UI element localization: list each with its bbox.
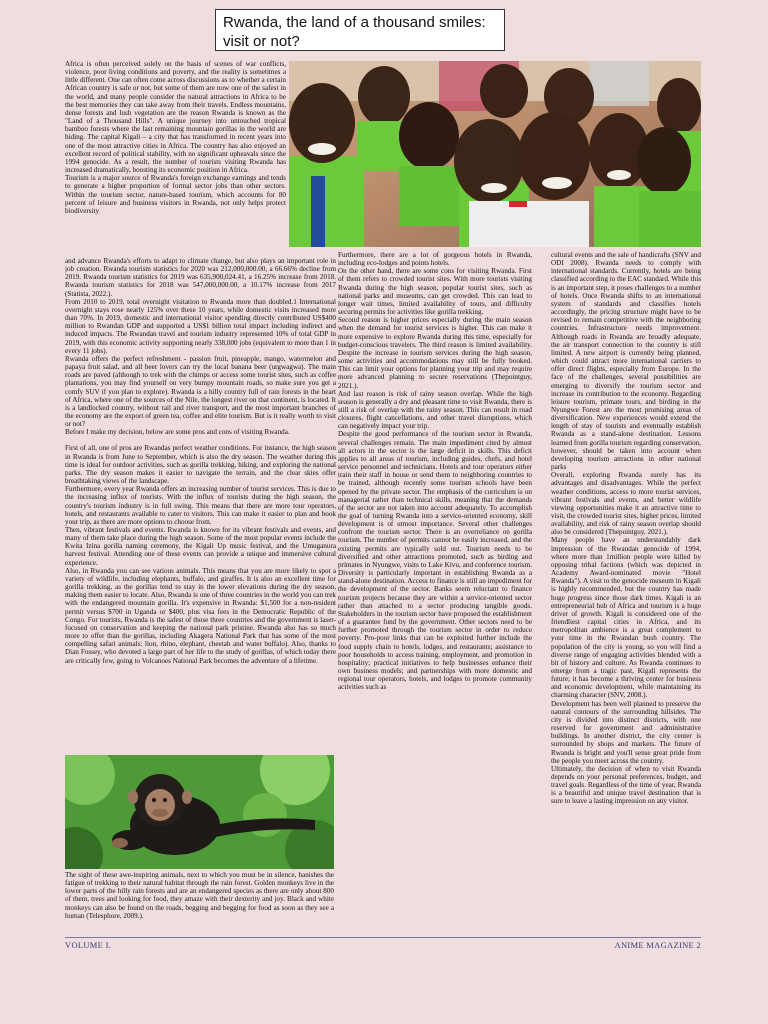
paragraph: First of all, one of pros are Rwandas perfect weather conditions. For instance, the high season in Rwanda is from June to September, which is also the dry season. The weather during this time is ideal for outdoor activities, such as gorilla trekking, hiking, and exploring the national parks. The dry season makes it easier to navigate the terrain, and the clear skies offer breathtaking views of the landscape. (65, 444, 336, 486)
chimpanzee-photo (65, 755, 334, 869)
right-column-text (551, 251, 701, 934)
paragraph-spacer (65, 436, 336, 444)
paragraph: Also, in Rwanda you can see various animals. This means that you are more likely to spot a variety of wildlife, including elephants, buffalo, and giraffes. It is also an excellent time for gorilla trekking, as the gorillas tend to stay in the lower elevations during the dry season, making them easier to locate. Also, Rwanda is one of three countries in the world you can trek with the endangered mountain gorilla. It's expensive in Rwanda: $1,500 for a non-resident permit versus $700 in Uganda or $400, plus visa fees in the Democratic Republic of the Congo. For tourists, Rwanda is the safest of those three countries and the government is laser-focused on conservation and keeping the national park pristine. Rwanda also has so much more to offer than the gorillas, including Akagera National Park that has some of the most compelling safari animals: lion, rhino, elephant, cheetah and water buffalo). Also, thanks to Dian Fossey, who devoted a large part of her life to the study of gorillas, of which today there are critically few, going to Volcanoes National Park becomes the adventure of a lifetime. (65, 566, 336, 665)
paragraph: The sight of these awe-inspiring animals, next to which you must be in silence, banishes the fatigue of trekking to their natural habitat through the rain forest. Golden monkeys live in the lower parts of the hilly rain forests and are an endangered species as there are only about 800 of them, trees and looking for food, they amaze with their dexterity and joy. Black and white monkeys can also be found on the roads, begging and begging for food as soon as they see a human (Telesphore, 2009.). (65, 871, 334, 920)
volume-label: VOLUME I. (65, 940, 112, 950)
paragraph: Second reason is higher prices especially during the main season when the demand for tourist services is higher. This can make it more expensive to explore Rwanda during this time, especially for budget-conscious travelers. The third reason is limited availability. Despite the increase in tourism services during the high season, some activities and accommodations may still be fully booked. This can limit your options for planning your trip and may require more advanced planning to secure reservations (Thepointguy, 2021.). (338, 316, 532, 390)
paragraph: Before I make my decision, below are some pros and cons of visiting Rwanda. (65, 428, 290, 437)
article-title: Rwanda, the land of a thousand smiles: visit or not? (215, 9, 505, 51)
intro-text-block (65, 60, 286, 256)
children-group-photo (289, 61, 701, 247)
page-footer (65, 937, 701, 950)
middle-column-text (338, 251, 532, 934)
children-photo-illustration (289, 61, 701, 247)
paragraph: On the other hand, there are some cons for visiting Rwanda. First of them refers to crowded tourist sites. With more tourists visiting Rwanda during the high season, popular tourist sites, such as national parks and museums, can get crowded. This can lead to longer wait times, limited availability of tours, and difficulty securing permits for activities like gorilla trekking. (338, 267, 532, 317)
paragraph: Many people have an understandably dark impression of the Rwandan genocide of 1994, where more than 1million people were killed by opposing tribal factions (which was depicted in Academy Award-nominated movie "Hotel Rwanda"). A visit to the genocide museum in Kigali is highly recommended, but the country has made huge progress since those dark times. Kigali is an entrepreneurial hub of Africa and tourism is a huge driver of growth. Kigali is considered one of the friendliest capital cities in Africa, and its metropolitan ambience is a great complement to your time in the Rwandan bush country. The population of the city is young, so you will find a diverse range of engaging activities blended with a bit of history and culture. As Rwanda continues to emerge from a tragic past, Kigali represents the future; it has become a thriving center for business and economic development, while maintaining its charming character (SNV, 2008.). (551, 536, 701, 700)
paragraph: Africa is often perceived solely on the basis of scenes of war conflicts, violence, poor living conditions and poverty, and the reality is sometimes a little different. One can often come across discussions as to whether a certain African country is safe or not, but some of them are now one of the safest in the world, and many people consider the natural attractions in Africa to be the best memories they can take away from their travels. Endless mountains, dense forests and lush vegetation are the reason Rwanda is known as the "Land of a Thousand Hills". A unique journey into untouched tropical bamboo forests where the last remaining mountain gorillas in the world are hiding. The capital Kigali – a city that has transformed in recent years into one of the most attractive cities in Africa. The country has also enjoyed an excellent record of political stability, with no significant upheavals since the 1994 genocide. As a result, the number of tourists visiting Rwanda has increased dramatically, boosting its economic position in Africa. (65, 60, 286, 175)
paragraph: From 2010 to 2019, total overnight visitation to Rwanda more than doubled.1 International overnight stays rose nearly 125% over these 10 years, while domestic visits increased more than 70%. In 2019, domestic and international visitor spending directly contributed US$400 million to Rwandan GDP and supported a US$1 billion total impact including indirect and induced impacts. The Rwandan travel and tourism industry represented 10% of total GDP in 2019, with this economic activity supporting nearly 338,000 jobs (equivalent to more than 1 in every 11 jobs). (65, 297, 336, 355)
paragraph: Despite the good performance of the tourism sector in Rwanda, several challenges remain. The main impediment cited by almost all actors in the sector is the large deficit in skills. This deficit applies to all areas of tourism, including guides, chefs, and hotel service personnel and technicians. Hotels and tour operators either train their staff in house or send them to neighboring countries to be trained, although recently some tourism schools have been opened by the private sector. The emphasis of the curriculum is on managerial rather than technical skills, meaning that the demands of the sector are not taken into account adequately. To accomplish the goal of turning Rwanda into a service-oriented economy, skill development is of utmost importance. Several other challenges confront the tourism sector. There is an overreliance on gorilla tourism. The number of permits cannot be easily increased, and the existing permits are typically sold out. Tourism needs to be diversified and other attractions promoted, such as birding and primates in Nyungwe, visits to Lake Kivu, and conference tourism. Diversity is particularly important in establishing Rwanda as a stand-alone destination. Access to finance is still an impediment for the development of the sector. Banks seem reluctant to finance tourism projects because they are within a service-oriented sector rather than attached to a sector producing tangible goods. Stakeholders in the tourism sector have proposed the establishment of a guarantee fund by the government. Other sectors need to be further promoted through the tourism sector in order to reduce poverty. Pro-poor links that can be exploited further include the food supply chain to hotels, lodges, and restaurants; assistance to poor households to access training, employment, and promotion in hospitality; practical initiatives to help businesses enhance their own business models; and partnerships with more domestic and regional tour operators, hotels, and lodges to promote community activities such as (338, 430, 532, 692)
left-column-text (65, 257, 336, 753)
paragraph: Furthermore, every year Rwanda offers an increasing number of tourist services. This is due to the increasing influx of tourists. With the influx of tourists during the high season, the country's tourism industry is in full swing. This means that there are more tour operators, hotels, and restaurants available to cater to visitors. This can make it easier to plan and book your trip, as there are more options to choose from. (65, 485, 336, 526)
paragraph: Then, vibrant festivals and events. Rwanda is known for its vibrant festivals and events, and many of them take place during the high season. Some of the most popular events include the Kwita Izina gorilla naming ceremony, the Kigali Up music festival, and the Umuganura harvest festival. Attending one of these events can provide a unique and immersive cultural experience. (65, 526, 336, 567)
paragraph: Tourism is a major source of Rwanda's foreign exchange earnings and tends to generate a higher proportion of formal sector jobs than other sectors. Within the tourism sector, nature-based tourism, which accounts for 80 percent of leisure and business visitors in Rwanda, not only helps protect biodiversity (65, 174, 286, 215)
paragraph: Furthermore, there are a lot of gorgeous hotels in Rwanda, including eco-lodges and points hotels. (338, 251, 532, 268)
paragraph: And last reason is risk of rainy season overlap. While the high season is generally a dry and pleasant time to visit Rwanda, there is still a risk of overlap with the rainy season. This can result in road closures, flight cancellations, and other travel disruptions, which can negatively impact your trip. (338, 389, 532, 431)
paragraph: and advance Rwanda's efforts to adapt to climate change, but also plays an important role in job creation. Rwanda tourism statistics for 2020 was 212,000,000.00, a 66.66% decline from 2019. Rwanda tourism statistics for 2019 was 635,900,024.41, a 16.25% increase from 2018. Rwanda tourism statistics for 2018 was 547,000,000.00, a 10.17% increase from 2017 (Statista, 2022.). (65, 257, 336, 298)
paragraph: Development has been well planned to preserve the natural contours of the surrounding hillsides. The city is divided into distinct districts, with one reserved for government and administrative buildings. In another district, the city center is surrounded by shops and markets. The future of Rwanda is bright and you'll sense great pride from the people you meet across the country. (551, 699, 701, 765)
paragraph: Rwanda offers the perfect refreshment - passion fruit, pineapple, mango, watermelon and papaya fruit salad, and all beer lovers can try the local banana beer (urgwagwa). The main roads are paved (although to trek with the chimps or access some tourist sites, such as coffee plantations, you may find yourself on very bumpy mountain roads, so make sure you get a comfy SUV if you plan to explore). Rwanda is a hilly country full of rain forests in the heart of Africa, where one of the sources of the Nile, the longest river on that continent, is located. It is a landlocked country, without rail and river transport, and the most important branches of the economy are the export of green tea, coffee and elite tourism. But is it really worth to visit or not? (65, 354, 336, 429)
bottom-left-text (65, 871, 334, 933)
paragraph: cultural events and the sale of handicrafts (SNV and ODI 2008). Rwanda needs to comply with international standards. Currently, hotels are being classified according to the EAC standard. While this is an important step, it poses challenges to a number of hotels. Once Rwanda shifts to an international system of standards and classifies hotels accordingly, the pricing structure might have to be revised to remain competitive with the neighboring countries. Infrastructure needs improvement. Although roads in Rwanda are broadly adequate, the air transport connection to the country is still limited. A new airport is currently being planned, which could attract more international carriers to offer direct flights, especially from Europe. In the face of the challenges, several possibilities are emerging to diversify the tourism sector and increase its contribution to the economy. Regarding leisure tourism, primate tours, and birding in the Nyungwe Forest are the most promising areas of diversification. New experiences would extend the length of stay of tourists and eventually establish Rwanda as a stand-alone destination. Lessons learned from gorilla tourism regarding conservation, however, should be taken into account when developing tourism attractions in other national parks (551, 251, 701, 472)
magazine-page-number: ANIME MAGAZINE 2 (614, 940, 701, 950)
paragraph: Overall, exploring Rwanda surely has its advantages and disadvantages. While the perfect weather conditions, access to more tourist services, vibrant festivals and events, and better wildlife viewing opportunities make it an attractive time to visit, the crowded tourist sites, higher prices, limited availability, and risk of rainy season overlap should also be considered (Thepointguy, 2021.). (551, 471, 701, 537)
paragraph: Ultimately, the decision of when to visit Rwanda depends on your personal preferences, budget, and travel goals. Regardless of the time of year, Rwanda is a beautiful and unique travel destination that is sure to leave a lasting impression on any visitor. (551, 764, 701, 806)
chimpanzee-illustration (65, 755, 334, 869)
